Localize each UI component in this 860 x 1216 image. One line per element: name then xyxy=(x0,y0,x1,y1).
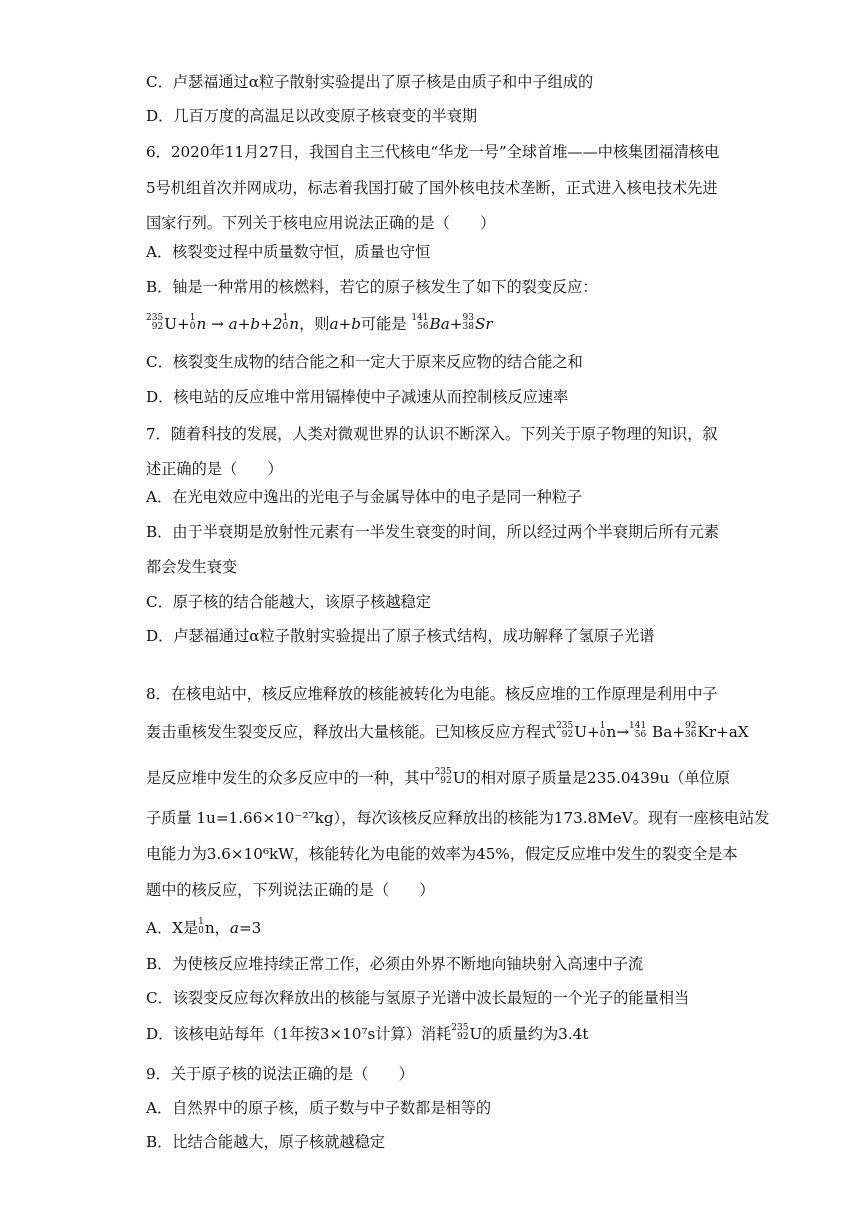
nuclide-ba-numbers: 141 56 xyxy=(411,313,429,332)
q9-option-a: A．自然界中的原子核，质子数与中子数都是相等的 xyxy=(146,1099,492,1117)
nuclide-sr-numbers: 93 38 xyxy=(462,313,474,332)
q7-option-b-line1: B．由于半衰期是放射性元素有一半发生衰变的时间，所以经过两个半衰期后所有元素 xyxy=(146,523,720,541)
q7-option-b-line2: 都会发生衰变 xyxy=(146,558,238,576)
q5-option-d: D．几百万度的高温足以改变原子核衰变的半衰期 xyxy=(146,107,478,125)
q9-stem: 9．关于原子核的说法正确的是（ ） xyxy=(146,1065,414,1083)
q5-option-c: C．卢瑟福通过α粒子散射实验提出了原子核是由质子和中子组成的 xyxy=(146,73,594,91)
q6-stem-line2: 5号机组首次并网成功，标志着我国打破了国外核电技术垄断，正式进入核电技术先进 xyxy=(146,179,718,197)
q8-stem-line3: 是反应堆中发生的众多反应中的一种，其中 235 92 U的相对原子质量是235.0439u（单位原 xyxy=(146,767,731,787)
q6-option-d: D．核电站的反应堆中常用镉棒使中子减速从而控制核反应速率 xyxy=(146,388,569,406)
nuclide-u235-numbers: 235 92 xyxy=(146,313,164,332)
q7-option-a: A．在光电效应中逸出的光电子与金属导体中的电子是同一种粒子 xyxy=(146,488,583,506)
q7-stem-line1: 7．随着科技的发展，人类对微观世界的认识不断深入。下列关于原子物理的知识，叙 xyxy=(146,425,718,443)
q6-stem-line3: 国家行列。下列关于核电应用说法正确的是（ ） xyxy=(146,214,496,232)
q7-option-d: D．卢瑟福通过α粒子散射实验提出了原子核式结构，成功解释了氢原子光谱 xyxy=(146,627,655,645)
nuclide-u-symbol: U xyxy=(164,315,177,333)
q6-option-c: C．核裂变生成物的结合能之和一定大于原来反应物的结合能之和 xyxy=(146,353,583,371)
q8-stem-line2: 轰击重核发生裂变反应，释放出大量核能。已知核反应方程式 235 92 U+ 1 0 n→ 141 56 Ba+ 92 36 Kr+aX xyxy=(146,721,749,741)
q8-stem-line1: 8．在核电站中，核反应堆释放的核能被转化为电能。核反应堆的工作原理是利用中子 xyxy=(146,685,718,703)
q8-stem-line4: 子质量 1u=1.66×10⁻²⁷kg），每次该核反应释放出的核能为173.8MeV。现有一座核电站发 xyxy=(146,809,770,827)
q6-equation: 235 92 U+ 1 0 n → a+b+2 1 0 n，则a+b可能是 141 56 Ba+ 93 38 Sr xyxy=(146,313,493,333)
q8-option-c: C．该裂变反应每次释放出的核能与氢原子光谱中波长最短的一个光子的能量相当 xyxy=(146,989,690,1007)
q7-option-c: C．原子核的结合能越大，该原子核越稳定 xyxy=(146,593,431,611)
q6-option-a: A．核裂变过程中质量数守恒，质量也守恒 xyxy=(146,243,431,261)
q8-stem-line6: 题中的核反应，下列说法正确的是（ ） xyxy=(146,881,435,899)
q6-option-b: B．铀是一种常用的核燃料，若它的原子核发生了如下的裂变反应： xyxy=(146,278,598,296)
nuclide-n-numbers: 1 0 xyxy=(189,313,196,332)
q7-stem-line2: 述正确的是（ ） xyxy=(146,460,283,478)
q8-option-b: B．为使核反应堆持续正常工作，必须由外界不断地向铀块射入高速中子流 xyxy=(146,955,644,973)
q8-option-a: A．X是 1 0 n，a=3 xyxy=(146,917,262,937)
q9-option-b: B．比结合能越大，原子核就越稳定 xyxy=(146,1133,385,1151)
q8-option-d: D．该核电站每年（1年按3×10⁷s计算）消耗 235 92 U的质量约为3.4t xyxy=(146,1023,589,1043)
q6-stem-line1: 6．2020年11月27日，我国自主三代核电“华龙一号”全球首堆——中核集团福清核电 xyxy=(146,143,720,161)
q8-stem-line5: 电能力为3.6×10⁶kW，核能转化为电能的效率为45%，假定反应堆中发生的裂变全是本 xyxy=(146,845,738,863)
